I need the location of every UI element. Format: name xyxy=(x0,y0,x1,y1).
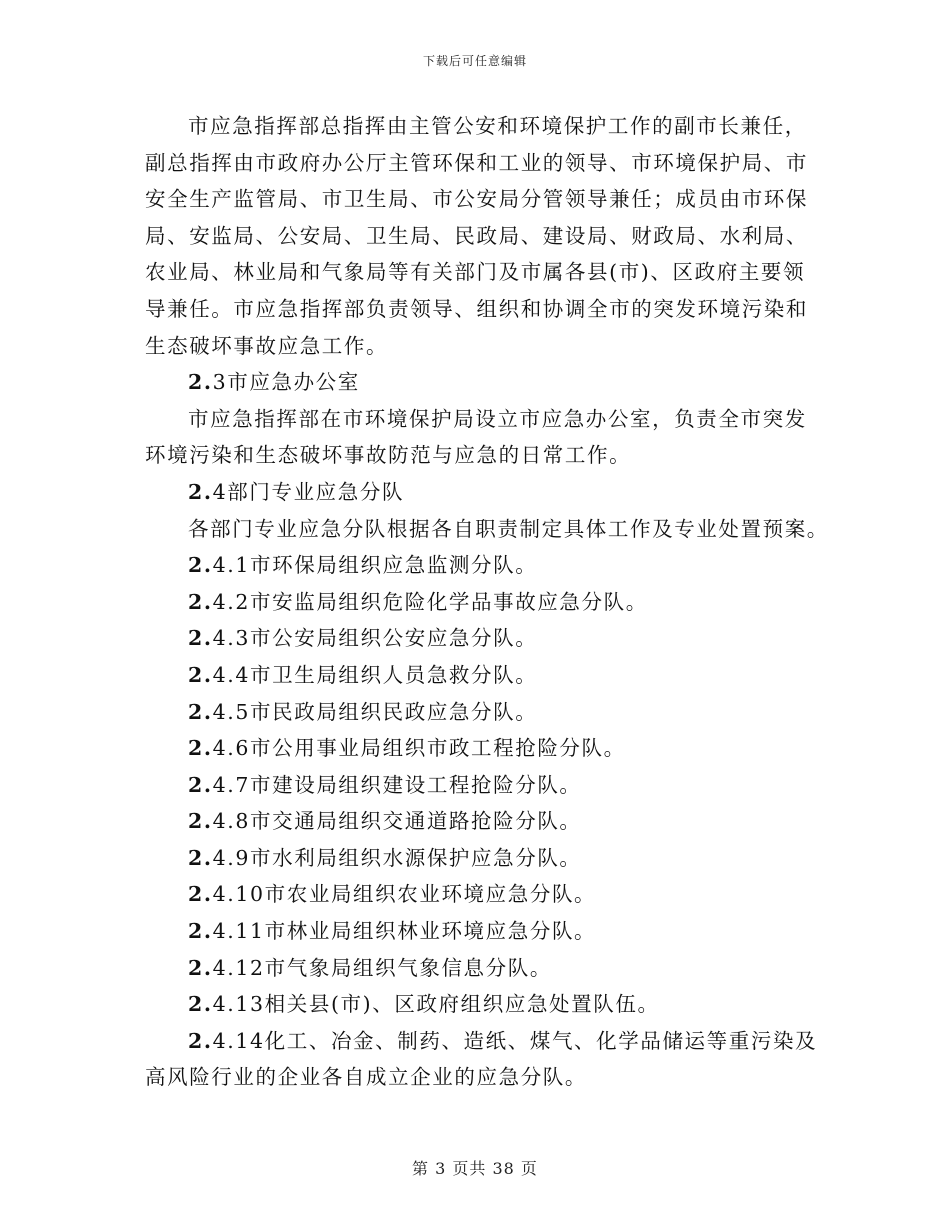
list-item-text: 市公安局组织公安应急分队。 xyxy=(250,626,538,651)
section-number-bold: 2. xyxy=(188,1028,213,1053)
section-number: 4.4 xyxy=(212,662,251,687)
text-line: 安全生产监管局、市卫生局、市公安局分管领导兼任；成员由市环保 xyxy=(145,187,808,212)
list-item-text: 市水利局组织水源保护应急分队。 xyxy=(250,845,582,870)
section-number-bold: 2. xyxy=(188,553,213,578)
list-item-2-4-1 xyxy=(145,547,815,584)
section-number-bold: 2. xyxy=(188,882,213,907)
section-number: 4.3 xyxy=(212,626,251,651)
section-number-bold: 2. xyxy=(188,772,213,797)
list-item-text: 市建设局组织建设工程抢险分队。 xyxy=(250,772,582,797)
list-item-2-4-4 xyxy=(145,657,815,694)
section-number-bold: 2. xyxy=(188,736,213,761)
text-line: 农业局、林业局和气象局等有关部门及市属各县(市)、区政府主要领 xyxy=(145,260,806,285)
text-line: 副总指挥由市政府办公厅主管环保和工业的领导、市环境保护局、市 xyxy=(145,150,808,175)
text-line: 生态破坏事故应急工作。 xyxy=(145,333,389,358)
page-footer: 第 3 页共 38 页 xyxy=(412,1159,538,1178)
section-number: 4.12 xyxy=(212,955,265,980)
list-item-2-4-6 xyxy=(145,730,815,767)
list-item-text: 市民政局组织民政应急分队。 xyxy=(250,699,538,724)
section-number-bold: 2. xyxy=(188,479,213,504)
section-number: 4 xyxy=(212,479,228,504)
section-number: 4.5 xyxy=(212,699,251,724)
list-item-text: 市农业局组织农业环境应急分队。 xyxy=(264,882,597,907)
section-number-bold: 2. xyxy=(188,626,213,651)
list-item-2-4-8 xyxy=(145,803,815,840)
text-line: 环境污染和生态破坏事故防范与应急的日常工作。 xyxy=(145,443,632,468)
section-number: 4.7 xyxy=(212,772,251,797)
section-number-bold: 2. xyxy=(188,809,213,834)
list-item-text: 市交通局组织交通道路抢险分队。 xyxy=(250,809,582,834)
section-number: 4.1 xyxy=(212,553,251,578)
section-number-bold: 2. xyxy=(188,955,213,980)
section-number-bold: 2. xyxy=(188,699,213,724)
section-title: 部门专业应急分队 xyxy=(227,479,405,504)
list-item-text: 市卫生局组织人员急救分队。 xyxy=(250,662,538,687)
list-item-text: 化工、冶金、制药、造纸、煤气、化学品储运等重污染及 xyxy=(264,1028,818,1053)
section-number: 4.13 xyxy=(212,992,265,1017)
text-line: 导兼任。市应急指挥部负责领导、组织和协调全市的突发环境污染和 xyxy=(145,296,808,321)
section-number-bold: 2. xyxy=(188,845,213,870)
section-number: 4.6 xyxy=(212,736,251,761)
list-item-2-4-11 xyxy=(145,913,815,950)
text-line: 局、安监局、公安局、卫生局、民政局、建设局、财政局、水利局、 xyxy=(145,223,808,248)
list-item-text: 相关县(市)、区政府组织应急处置队伍。 xyxy=(264,992,660,1017)
list-item-text: 市公用事业局组织市政工程抢险分队。 xyxy=(250,736,626,761)
page-header: 下载后可任意编辑 xyxy=(422,54,527,68)
list-item-2-4-3 xyxy=(145,620,815,657)
section-number-bold: 2. xyxy=(188,662,213,687)
list-item-text: 市气象局组织气象信息分队。 xyxy=(264,955,552,980)
section-number: 4.2 xyxy=(212,589,251,614)
section-number: 4.10 xyxy=(212,882,265,907)
list-item-2-4-13 xyxy=(145,986,815,1023)
list-item-text: 市林业局组织林业环境应急分队。 xyxy=(264,919,597,944)
list-item-2-4-10 xyxy=(145,876,815,913)
section-number: 4.9 xyxy=(212,845,251,870)
list-item-text: 市环保局组织应急监测分队。 xyxy=(250,553,538,578)
section-number: 4.14 xyxy=(212,1028,265,1053)
section-title: 市应急办公室 xyxy=(227,370,360,395)
list-item-2-4-5 xyxy=(145,694,815,731)
paragraph-department-teams: 各部门专业应急分队根据各自职责制定具体工作及专业处置预案。 xyxy=(188,516,829,541)
list-item-2-4-14 xyxy=(145,1023,818,1096)
section-number: 4.8 xyxy=(212,809,251,834)
document-body xyxy=(145,108,829,1096)
section-heading-2-4 xyxy=(145,474,815,511)
section-number: 3 xyxy=(212,370,228,395)
text-line: 高风险行业的企业各自成立企业的应急分队。 xyxy=(145,1065,587,1090)
section-number-bold: 2. xyxy=(188,992,213,1017)
paragraph-emergency-office xyxy=(145,401,815,474)
section-number-bold: 2. xyxy=(188,589,213,614)
paragraph-command-structure xyxy=(145,108,815,364)
list-item-2-4-2 xyxy=(145,584,815,621)
section-number-bold: 2. xyxy=(188,370,213,395)
text-line: 市应急指挥部在市环境保护局设立市应急办公室，负责全市突发 xyxy=(188,406,807,431)
section-number-bold: 2. xyxy=(188,919,213,944)
list-item-text: 市安监局组织危险化学品事故应急分队。 xyxy=(250,589,648,614)
list-item-2-4-9 xyxy=(145,840,815,877)
list-item-2-4-12 xyxy=(145,950,815,987)
section-heading-2-3 xyxy=(145,364,815,401)
list-item-2-4-7 xyxy=(145,767,815,804)
text-line: 市应急指挥部总指挥由主管公安和环境保护工作的副市长兼任， xyxy=(188,114,807,138)
section-number: 4.11 xyxy=(212,919,265,944)
text-line xyxy=(145,1023,818,1060)
